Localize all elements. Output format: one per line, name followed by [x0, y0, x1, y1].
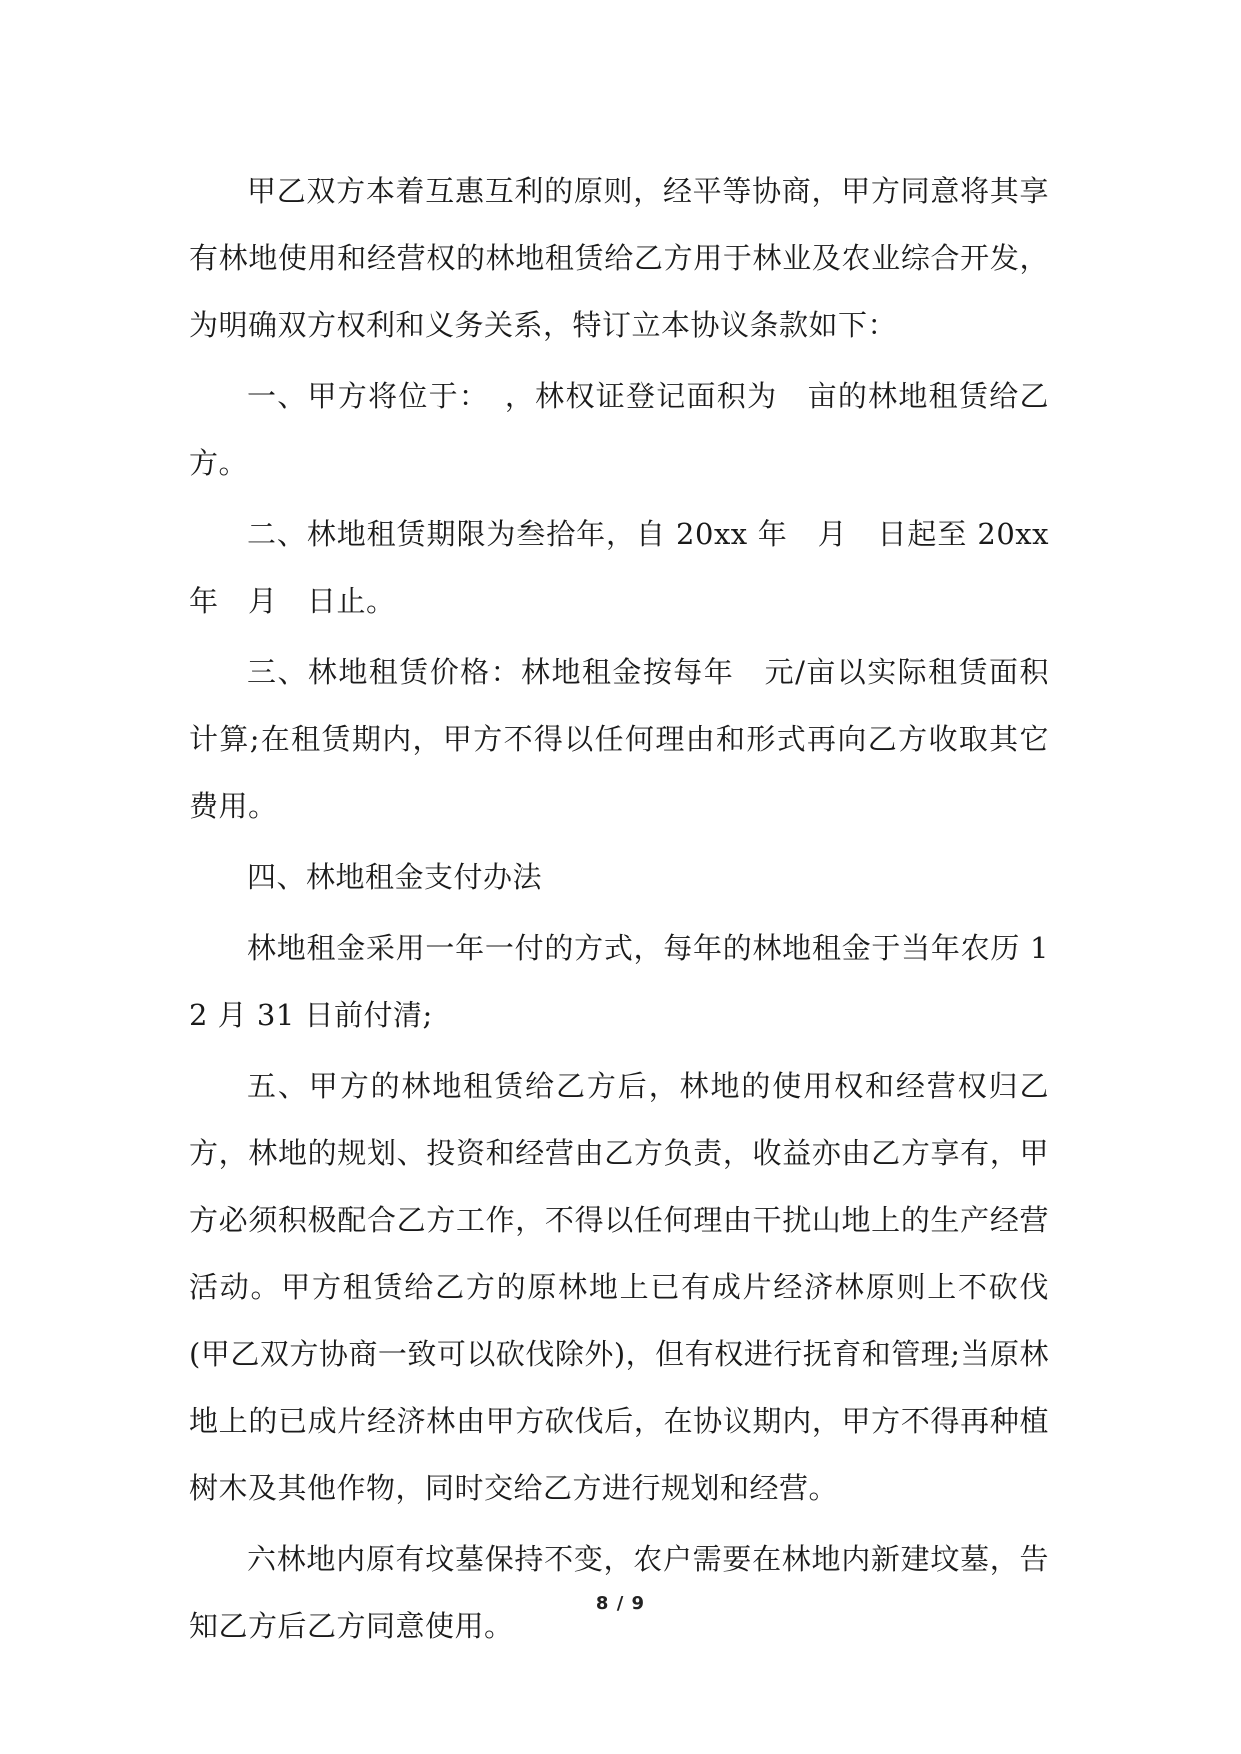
paragraph-clause-4-heading: 四、林地租金支付办法	[247, 860, 543, 894]
paragraph-clause-6: 六林地内原有坟墓保持不变，农户需要在林地内新建坟墓，告知乙方后乙方同意使用。	[189, 1542, 1049, 1643]
document-body	[189, 158, 1049, 1664]
paragraph-intro: 甲乙双方本着互惠互利的原则，经平等协商，甲方同意将其享有林地使用和经营权的林地租赁给乙方用于林业及农业综合开发，为明确双方权利和义务关系，特订立本协议条款如下：	[189, 174, 1049, 342]
paragraph-clause-3: 三、林地租赁价格：林地租金按每年 元/亩以实际租赁面积计算;在租赁期内，甲方不得以任何理由和形式再向乙方收取其它费用。	[189, 655, 1049, 823]
paragraph-clause-2: 二、林地租赁期限为叁拾年，自 20xx 年 月 日起至 20xx 年 月 日止。	[189, 517, 1049, 618]
paragraph-clause-5: 五、甲方的林地租赁给乙方后，林地的使用权和经营权归乙方，林地的规划、投资和经营由乙方负责，收益亦由乙方享有，甲方必须积极配合乙方工作，不得以任何理由干扰山地上的生产经营活动。甲方租赁给乙方的原林地上已有成片经济林原则上不砍伐(甲乙双方协商一致可以砍伐除外)，但有权进行抚育和管理;当原林地上的已成片经济林由甲方砍伐后，在协议期内，甲方不得再种植树木及其他作物，同时交给乙方进行规划和经营。	[189, 1069, 1049, 1505]
paragraph-clause-1: 一、甲方将位于： ，林权证登记面积为 亩的林地租赁给乙方。	[189, 379, 1049, 480]
page-number: 8 / 9	[595, 1593, 646, 1614]
paragraph-clause-4-body: 林地租金采用一年一付的方式，每年的林地租金于当年农历 12 月 31 日前付清;	[189, 931, 1049, 1032]
